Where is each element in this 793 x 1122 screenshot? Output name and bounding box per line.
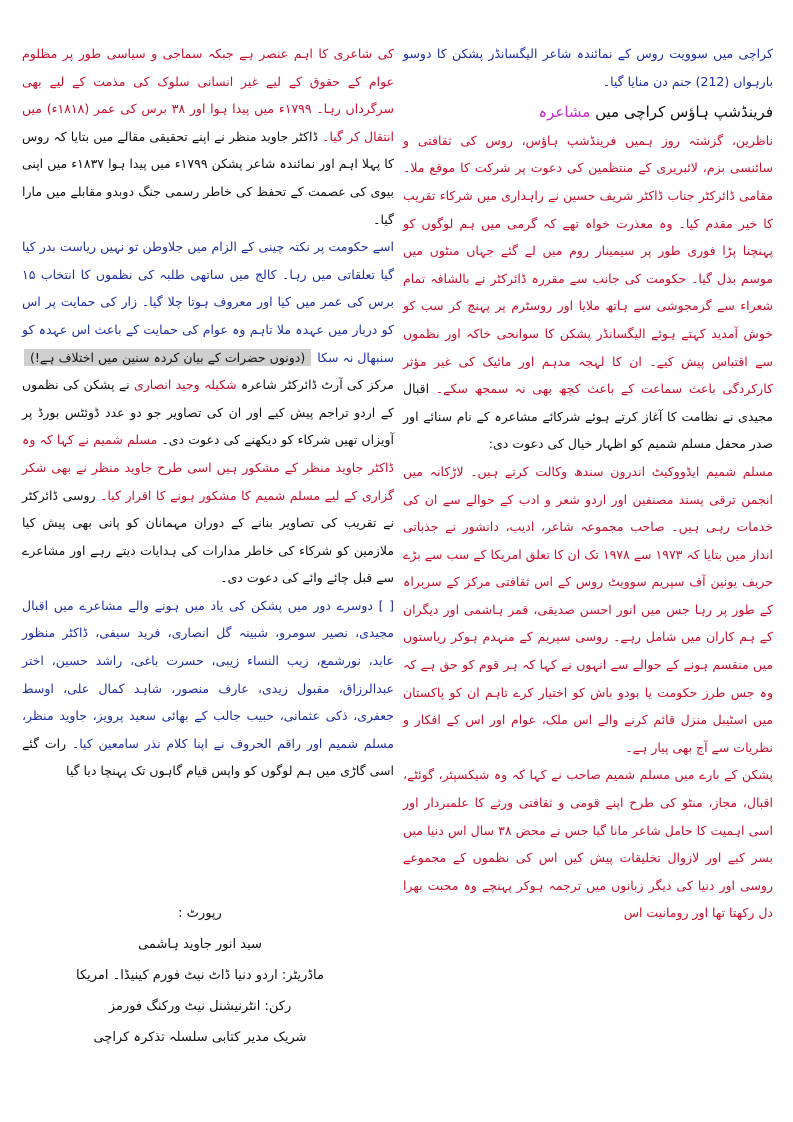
reporter-title: ماڈریٹر: اردو دنیا ڈاٹ نیٹ فورم کینیڈا۔ امریکا (76, 968, 324, 983)
body-paragraph (22, 233, 394, 592)
paragraph-segment: کی شاعری کا اہم عنصر ہے جبکہ سماجی و سیاسی طور پر مظلوم عوام کے حقوق کے لیے غیر انسانی سلوک کی مذمت کے لیے بھی سرگرداں رہا۔ ۱۷۹۹ء میں پیدا ہوا اور ۳۸ برس کی عمر (۱۸۱۸ء) میں انتقال کر گیا۔ (22, 46, 394, 144)
reporter-name: سید انور جاوید ہاشمی (138, 937, 262, 952)
section-heading (403, 99, 773, 127)
left-column (22, 40, 394, 785)
paragraph-segment: ڈاکٹر جاوید منظر نے اپنے تحقیقی مقالے میں بتایا کہ روس کا پہلا اہم اور نمائندہ شاعر پشکن ۱۷۹۹ء میں پیدا ہوا ۱۸۳۷ء میں اپنی بیوی کی عصمت کے تحفظ کی خاطر رسمی جنگ دوبدو مقابلے میں مارا گیا۔ (22, 128, 395, 227)
body-paragraph (22, 592, 394, 785)
paragraph-segment: مسلم شمیم ایڈووکیٹ اندرون سندھ وکالت کرتے ہیں۔ لاڑکانہ میں انجمن ترقی پسند مصنفین اور اردو شعر و ادب کے حوالے سے ان کی خدمات رہی ہیں۔ صاحب مجموعہ شاعر، ادیب، دانشور نے جذباتی انداز میں بتایا کہ ۱۹۷۳ سے ۱۹۷۸ تک ان کا تعلق امریکا کے سب سے بڑے حریف یونین آف سپریم سوویٹ روس کے اس ثقافتی مرکز کے سربراہ کے طور پر رہا جس میں انور احسن صدیقی، قمر ہاشمی اور دیگران کے ہم کاران میں شامل رہے۔ (403, 463, 773, 645)
paragraph-segment: روسی ڈائرکٹر نے تقریب کی تصاویر بنانے کے دوران مہمانان کو پانی بھی پیش کیا ملازمین کو شرکاء کی خاطر مدارات کی ہدایات دیتے رہے اور مشاعرے سے قبل چائے وائے کی دعوت دی۔ (22, 487, 394, 586)
paragraph-segment: مسلم شمیم نے کہا کہ وہ ڈاکٹر جاوید منظر کے مشکور ہیں اسی طرح جاوید منظر نے بھی شکر گزاری کے لیے مسلم شمیم کا مشکور ہونے کا اقرار کیا۔ (22, 432, 394, 503)
paragraph-segment: نے پشکن کی نظموں کے اردو تراجم پیش کیے اور ان کی تصاویر جو دو عدد ڈوئٹس بورڈ پر آویزاں تھیں شرکاء کو دیکھنے کی دعوت دی۔ (22, 377, 394, 448)
editor-note: (دونوں حضرات کے بیان کردہ سنین میں اختلاف ہے!) (24, 349, 311, 366)
body-paragraph: پشکن کے بارے میں مسلم شمیم صاحب نے کہا کہ وہ شیکسپئر، گوئٹے، اقبال، مجاز، منٹو کی طرح اپنے قومی و ثقافتی ورثے کا علمبردار اور اسی اہمیت کا حامل شاعر مانا گیا جس نے محض ۳۸ سال اس دنیا میں بسر کیے اور لازوال تخلیقات پیش کیں اس کی نظموں کے مجموعے روسی اور دنیا کی دیگر زبانوں میں ترجمہ ہوکر پہنچے وہ محبت بھرا دل رکھتا تھا اور رومانیت اس (403, 767, 773, 921)
paragraph-segment: [ ] دوسرے دور میں پشکن کی یاد میں ہونے والے مشاعرے میں اقبال مجیدی، نصیر سومرو، شبینہ گل انصاری، فرید سیفی، ڈاکٹر منظور عابد، نورشمع، زیب النساء زیبی، حسرت باغی، راشد حسین، اختر عبدالرزاق، مقبول زیدی، عارف منصور، شاہد کمال علی، اوسط جعفری، ذکی عثمانی، حبیب جالب کے بھائی سعید پرویز، جاوید منظر، مسلم شمیم اور راقم الحروف نے اپنا کلام نذر سامعین کیا۔ (22, 597, 394, 751)
intro-paragraph: کراچی میں سوویت روس کے نمائندہ شاعر الیگسانڈر پشکن کا دوسو بارہواں (212) جنم دن منایا گیا۔ (403, 46, 773, 89)
paragraph-segment: ناظرین، گزشتہ روز ہمیں فرینڈشپ ہاؤس، روس کی ثقافتی و سائنسی بزم، لائبریری کے منتظمین کی دعوت پر شرکت کا موقع ملا۔ مقامی ڈائرکٹر جناب ڈاکٹر شریف حسین نے راہداری میں شرکاء تقریب کا خیر مقدم کیا۔ وہ معذرت خواہ تھے کہ گرمی میں ہم لوگوں کو پہنچنا پڑا فوری طور پر سیمینار روم میں لے گئے جہاں منٹوں میں موسم بدل گیا۔ حکومت کی جانب سے مقررہ ڈائرکٹر نے بالشافہ تمام شعراء سے گرمجوشی سے ہاتھ ملایا اور روسٹرم پر پہنچ کر سب کو خوش آمدید کہتے ہوئے الیگسانڈر پشکن کا سوانحی خاکہ اور نظموں سے اقتباس پیش کیے۔ ان کا لہجہ مدہم اور مائیک کی غیر مؤثر کارکردگی باعث سماعت کے باعث کچھ بھی نہ سمجھ سکے۔ (403, 132, 773, 397)
highlighted-name: شکیلہ وحید انصاری (133, 377, 237, 393)
paragraph-segment: اسے حکومت پر نکتہ چینی کے الزام میں جلاوطن تو نہیں ریاست بدر کیا گیا تعلقاتی میں رہا۔ کالج میں ساتھی طلبہ کی نظموں کا انتخاب ۱۵ برس کی عمر میں کیا اور معروف ہوتا چلا گیا۔ زار کی حمایت پر اس کو دربار میں عہدہ ملا تاہم وہ عوام کی حمایت کے باعث اس عہدہ کو سنبھال نہ سکا (22, 239, 395, 365)
body-paragraph (22, 40, 394, 233)
body-paragraph (403, 458, 773, 762)
heading-highlight: مشاعرہ (538, 103, 591, 122)
right-column (403, 40, 773, 927)
report-signature (40, 898, 360, 1053)
reporter-title: رکن: انٹرنیشنل نیٹ ورکنگ فورمز (108, 999, 292, 1014)
heading-text: فرینڈشپ ہاؤس کراچی میں (595, 103, 773, 122)
paragraph-segment: رات گئے اسی گاڑی میں ہم لوگوں کو واپس قیام گاہوں تک پہنچا دیا گیا (22, 735, 394, 779)
paragraph-segment: مرکز کی آرٹ ڈائرکٹر شاعرہ (240, 377, 395, 393)
reporter-title: شریک مدیر کتابی سلسلہ تذکرہ کراچی (93, 1030, 307, 1045)
paragraph-segment: اقبال مجیدی نے نظامت کا آغاز کرتے ہوئے شرکائے مشاعرہ کے نام سنائے اور صدر محفل مسلم شمیم کو اظہار خیال کی دعوت دی: (403, 381, 773, 452)
paragraph-segment: روسی سپریم کے منہدم ہوکر ریاستوں میں منقسم ہونے کے حوالے سے انہوں نے کہا کہ ہر قوم کو حق ہے کہ وہ جس طرز حکومت یا بودو باش کو اختیار کرے تاہم ان کو پاکستان میں اسٹیبل منزل قائم کرنے والے اس ملک، عوام اور اس کے افکار و نظریات سے آج بھی پیار ہے۔ (403, 629, 773, 755)
report-label: رپورٹ : (178, 906, 222, 921)
body-paragraph (403, 127, 773, 458)
